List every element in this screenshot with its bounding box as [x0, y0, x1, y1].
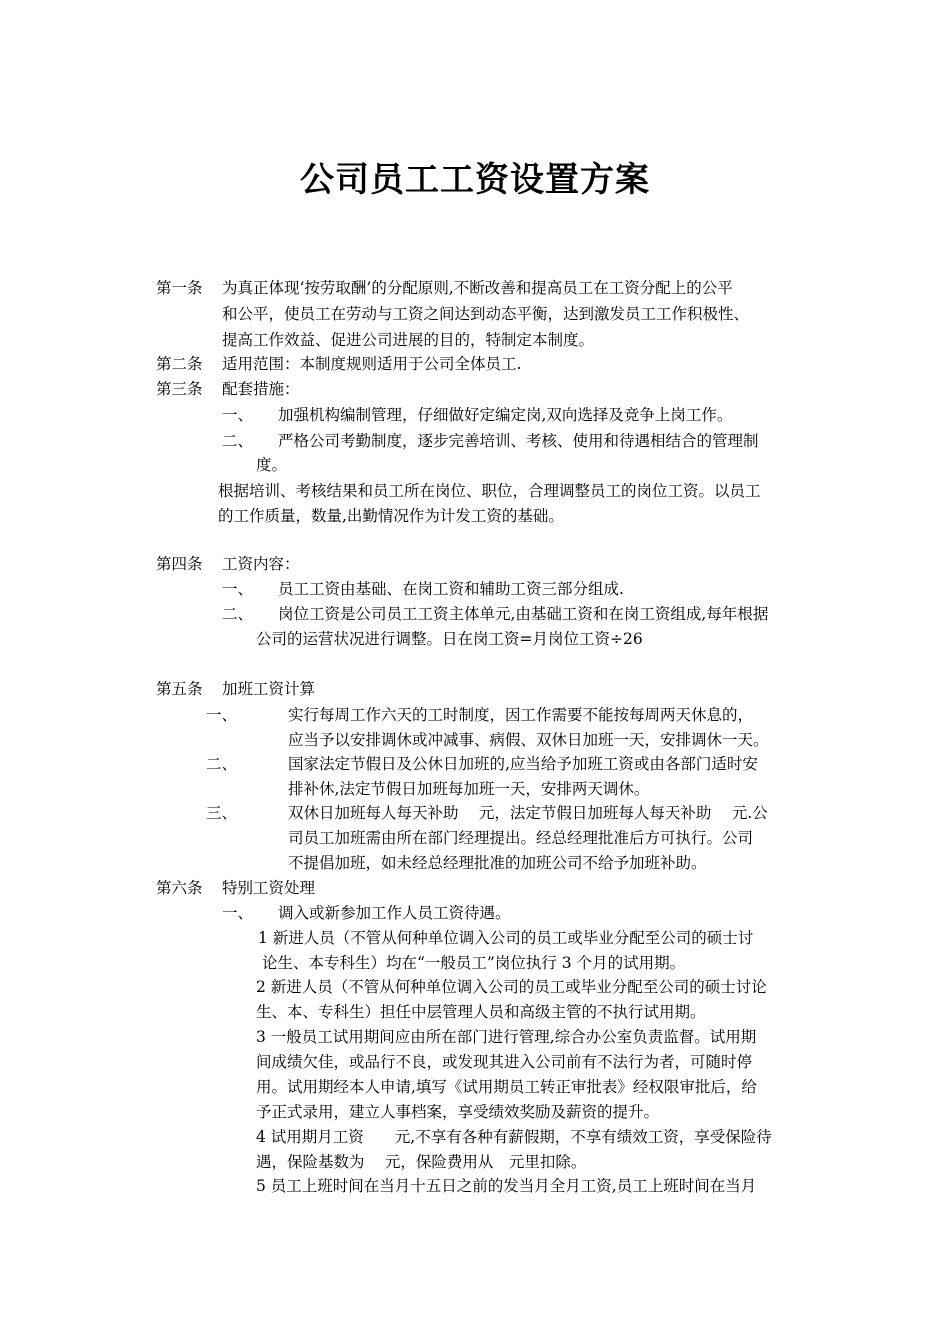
article-5-item-2-number: 二、	[206, 755, 238, 773]
article-6-sub-4-line-1: 4 试用期月工资 元,不享有各种有薪假期，不享有绩效工资，享受保险待	[256, 1128, 772, 1146]
article-3-item-1-number: 一、	[222, 406, 254, 424]
article-2-label: 第二条	[156, 355, 203, 373]
article-6-sub-3-line-1: 3 一般员工试用期间应由所在部门进行管理,综合办公室负责监督。试用期	[256, 1028, 757, 1046]
article-3-paragraph-line-1: 根据培训、考核结果和员工所在岗位、职位，合理调整员工的岗位工资。以员工	[218, 482, 761, 500]
article-1-line-3: 提高工作效益、促进公司进展的目的，特制定本制度。	[222, 331, 595, 349]
article-5-item-2-line-1: 国家法定节假日及公休日加班的,应当给予加班工资或由各部门适时安	[288, 755, 758, 773]
article-5-item-2-line-2: 排补休,法定节假日加班每加班一天，安排两天调休。	[288, 780, 650, 798]
article-4-item-2-line-1: 岗位工资是公司员工工资主体单元,由基础工资和在岗工资组成,每年根据	[278, 605, 769, 623]
article-6-line-1: 特别工资处理	[222, 879, 316, 897]
article-6-label: 第六条	[156, 879, 203, 897]
article-5-item-3-line-3: 不提倡加班，如未经总经理批准的加班公司不给予加班补助。	[288, 854, 707, 872]
article-5-item-3-line-1: 双休日加班每人每天补助 元，法定节假日加班每人每天补助 元.公	[288, 804, 768, 822]
article-4-item-1-number: 一、	[222, 580, 254, 598]
article-4-item-2-line-2: 公司的运营状况进行调整。日在岗工资=月岗位工资÷26	[256, 630, 643, 648]
article-6-sub-1-line-2: 论生、本专科生）均在“一般员工”岗位执行 3 个月的试用期。	[262, 954, 686, 972]
article-6-sub-5-line-1: 5 员工上班时间在当月十五日之前的发当月全月工资,员工上班时间在当月	[256, 1177, 757, 1195]
article-3-line-1: 配套措施：	[222, 380, 300, 398]
article-5-item-3-number: 三、	[206, 804, 238, 822]
article-6-sub-4-line-2: 遇，保险基数为 元，保险费用从 元里扣除。	[256, 1153, 587, 1171]
article-3-paragraph-line-2: 的工作质量，数量,出勤情况作为计发工资的基础。	[218, 507, 564, 525]
article-4-item-1-line-1: 员工工资由基础、在岗工资和辅助工资三部分组成.	[278, 580, 624, 598]
article-1-line-1: 为真正体现‘按劳取酬’的分配原则,不断改善和提高员工在工资分配上的公平	[222, 279, 733, 297]
article-3-item-2-line-2: 度。	[256, 456, 288, 474]
article-6-sub-3-line-4: 予正式录用，建立人事档案，享受绩效奖励及薪资的提升。	[256, 1103, 660, 1121]
article-4-label: 第四条	[156, 555, 203, 573]
article-6-item-1-line-1: 调入或新参加工作人员工资待遇。	[278, 904, 511, 922]
article-2-line-1: 适用范围：本制度规则适用于公司全体员工.	[222, 355, 522, 373]
article-6-sub-3-line-3: 用。试用期经本人申请,填写《试用期员工转正审批表》经权限审批后，给	[256, 1078, 757, 1096]
article-6-sub-3-line-2: 间成绩欠佳，或品行不良，或发现其进入公司前有不法行为者，可随时停	[256, 1053, 753, 1071]
article-5-item-1-number: 一、	[206, 706, 238, 724]
article-6-sub-1-line-1: 1 新进人员（不管从何种单位调入公司的员工或毕业分配至公司的硕士讨	[258, 929, 754, 947]
article-5-line-1: 加班工资计算	[222, 680, 316, 698]
article-5-label: 第五条	[156, 680, 203, 698]
article-3-label: 第三条	[156, 380, 203, 398]
article-3-item-2-line-1: 严格公司考勤制度，逐步完善培训、考核、使用和待遇相结合的管理制	[278, 432, 759, 450]
article-4-line-1: 工资内容：	[222, 555, 300, 573]
article-5-item-3-line-2: 司员工加班需由所在部门经理提出。经总经理批准后方可执行。公司	[288, 829, 754, 847]
article-1-label: 第一条	[156, 279, 203, 297]
article-5-item-1-line-2: 应当予以安排调休或冲减事、病假、双休日加班一天，安排调休一天。	[288, 731, 769, 749]
article-3-item-1-line-1: 加强机构编制管理，仔细做好定编定岗,双向选择及竞争上岗工作。	[278, 406, 733, 424]
article-4-item-2-number: 二、	[222, 605, 254, 623]
article-6-sub-2-line-1: 2 新进人员（不管从何种单位调入公司的员工或毕业分配至公司的硕士讨论	[256, 978, 767, 996]
document-title: 公司员工工资设置方案	[300, 160, 650, 200]
article-3-item-2-number: 二、	[222, 432, 254, 450]
article-1-line-2: 和公平，使员工在劳动与工资之间达到动态平衡，达到激发员工工作积极性、	[222, 305, 750, 323]
article-6-item-1-number: 一、	[222, 904, 254, 922]
article-5-item-1-line-1: 实行每周工作六天的工时制度，因工作需要不能按每周两天休息的，	[288, 706, 754, 724]
article-6-sub-2-line-2: 生、本、专科生）担任中层管理人员和高级主管的不执行试用期。	[256, 1003, 706, 1021]
